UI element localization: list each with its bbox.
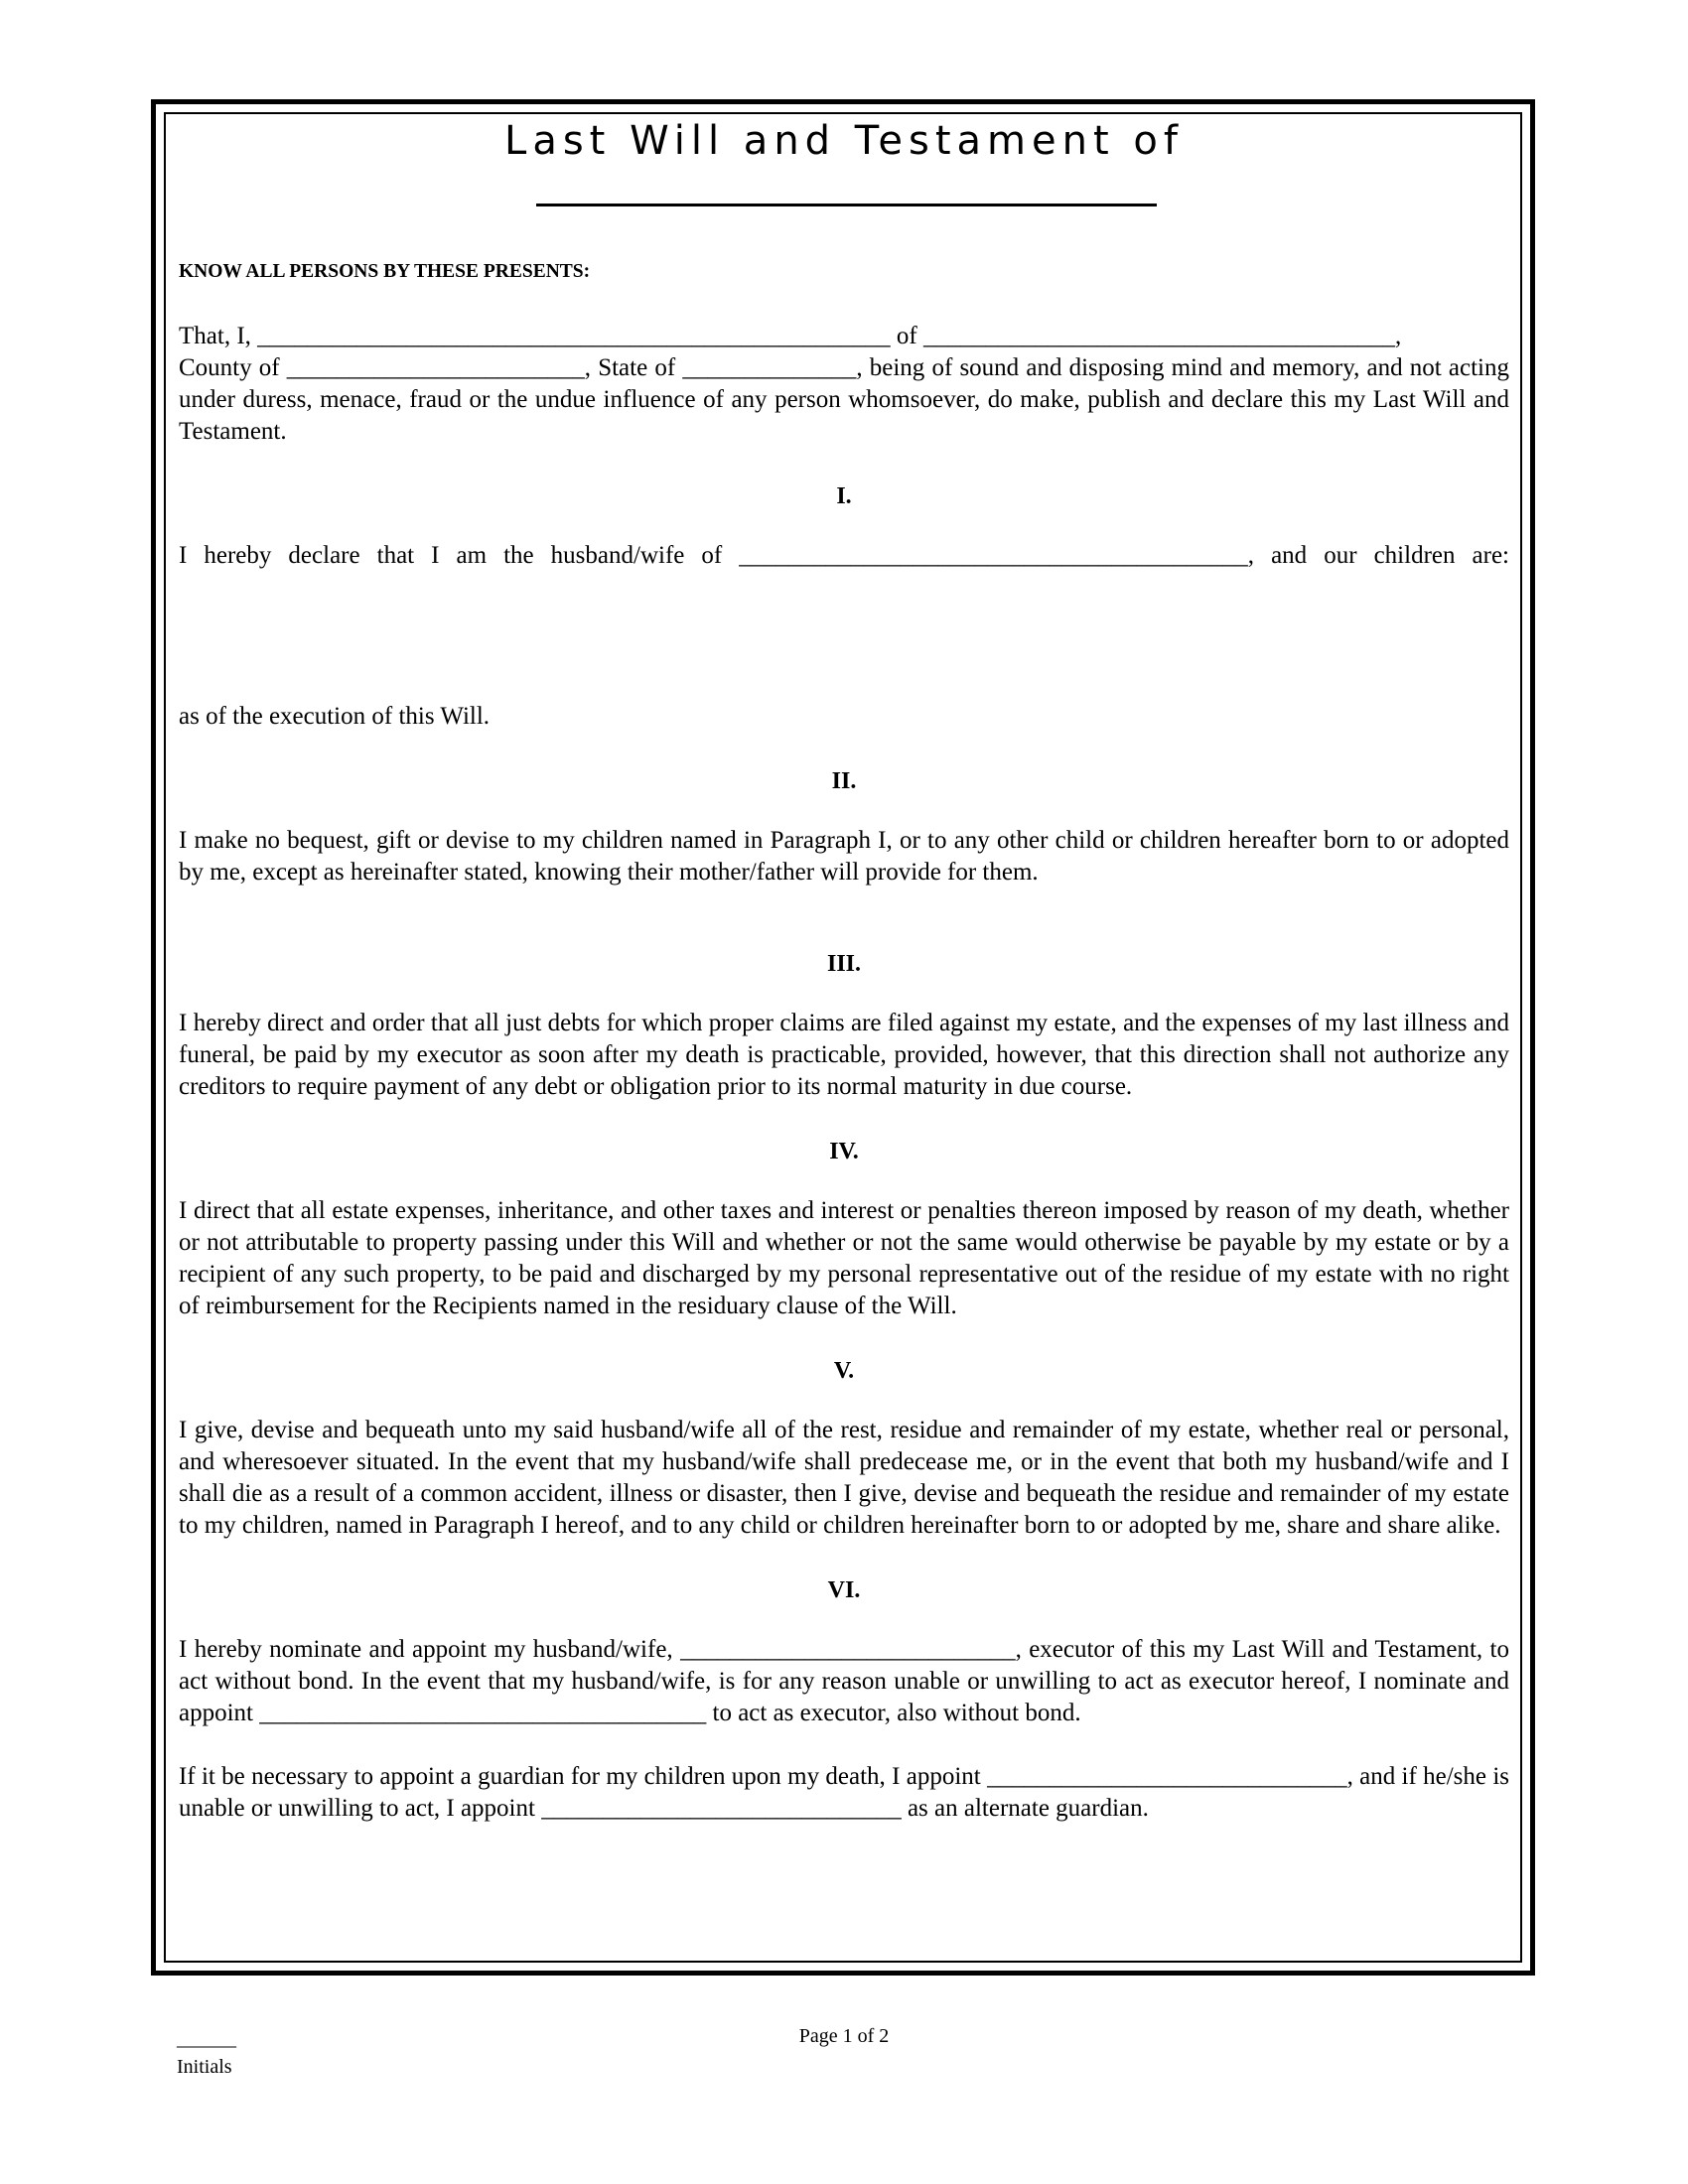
section-6-guardian-paragraph [179, 1761, 1509, 1825]
residence-blank[interactable]: ______________________________________ [922, 323, 1395, 349]
executor-name-blank[interactable]: ___________________________ [680, 1636, 1016, 1663]
initials-label: Initials [177, 2056, 232, 2078]
section-2-paragraph: I make no bequest, gift or devise to my children named in Paragraph I, or to any other child or children hereafter born to or adopted by me, except as hereinafter stated, knowing their mother/father will provide for them. [179, 827, 1509, 886]
state-blank[interactable]: ______________ [682, 354, 857, 381]
section-6-text: , and if he/she is unable or unwilling to act, I appoint [179, 1763, 1509, 1822]
intro-text: , being of sound and disposing mind and memory, and not acting under duress, menace, fraud or the undue influence of any person whomsoever, do make, publish and declare this my Last Will and Testament. [179, 354, 1509, 445]
section-heading-6: VI. [827, 1577, 861, 1603]
intro-text: County of [179, 354, 287, 381]
intro-text: , [1394, 323, 1402, 349]
section-6-text: as an alternate guardian. [901, 1795, 1149, 1822]
preamble-heading: KNOW ALL PERSONS BY THESE PRESENTS: [179, 261, 591, 282]
section-6-text: to act as executor, also without bond. [706, 1700, 1081, 1726]
section-1-closing: as of the execution of this Will. [179, 703, 491, 730]
section-heading-2: II. [831, 768, 857, 794]
section-6-text: I hereby nominate and appoint my husband/wife, [179, 1636, 681, 1663]
intro-text: That, I, [179, 323, 258, 349]
guardian-name-blank[interactable]: _____________________________ [987, 1763, 1347, 1790]
section-6-executor-paragraph [179, 1634, 1509, 1729]
spouse-name-blank[interactable]: _________________________________________ [739, 542, 1248, 569]
section-6-text: If it be necessary to appoint a guardian for my children upon my death, I appoint [179, 1763, 988, 1790]
will-body [179, 256, 1509, 1825]
paragraph-spacer [179, 1729, 1509, 1761]
children-names-space[interactable] [179, 572, 1509, 701]
section-heading-1: I. [836, 483, 852, 509]
section-1-paragraph [179, 540, 1509, 572]
testator-name-line [536, 204, 1157, 206]
intro-text: , State of [584, 354, 683, 381]
section-heading-3: III. [826, 951, 862, 977]
document-title: Last Will and Testament of [504, 118, 1184, 164]
section-heading-4: IV. [829, 1139, 859, 1164]
section-6-text: , executor of this my Last Will and Testament, to act without bond. In the event that my husband/wife, is for any reason unable or unwilling to act as executor hereof, I nominate and appoint [179, 1636, 1509, 1726]
section-1-text: I hereby declare that I am the husband/wife of [179, 542, 740, 569]
testator-name-blank[interactable]: ___________________________________________________ [257, 323, 891, 349]
section-1-text: , and our children are: [1247, 542, 1509, 569]
section-heading-5: V. [833, 1358, 855, 1384]
section-5-paragraph: I give, devise and bequeath unto my said husband/wife all of the rest, residue and remainder of my estate, whether real or personal, and wheresoever situated. In the event that my husband/wife shall predecease me, or in the event that both my husband/wife and I shall die as a result of a common accident, illness or disaster, then I give, devise and bequeath the residue and remainder of my estate to my children, named in Paragraph I hereof, and to any child or children hereinafter born to or adopted by me, share and share alike. [179, 1417, 1509, 1539]
section-3-paragraph: I hereby direct and order that all just debts for which proper claims are filed against my estate, and the expenses of my last illness and funeral, be paid by my executor as soon after my death is practicable, provided, however, that this direction shall not authorize any creditors to require payment of any debt or obligation prior to its normal maturity in due course. [179, 1010, 1509, 1100]
alternate-guardian-blank[interactable]: _____________________________ [541, 1795, 902, 1822]
alternate-executor-blank[interactable]: ____________________________________ [259, 1700, 707, 1726]
county-blank[interactable]: ________________________ [286, 354, 585, 381]
page-number: Page 1 of 2 [798, 2025, 890, 2047]
intro-paragraph [179, 321, 1509, 448]
intro-text: of [890, 323, 923, 349]
initials-blank[interactable]: ______ [177, 2028, 236, 2050]
section-4-paragraph: I direct that all estate expenses, inheritance, and other taxes and interest or penalties thereon imposed by reason of my death, whether or not attributable to property passing under this Will and whether or not the same would otherwise be payable by my estate or by a recipient of any such property, to be paid and discharged by my personal representative out of the residue of my estate with no right of reimbursement for the Recipients named in the residuary clause of the Will. [179, 1197, 1509, 1319]
